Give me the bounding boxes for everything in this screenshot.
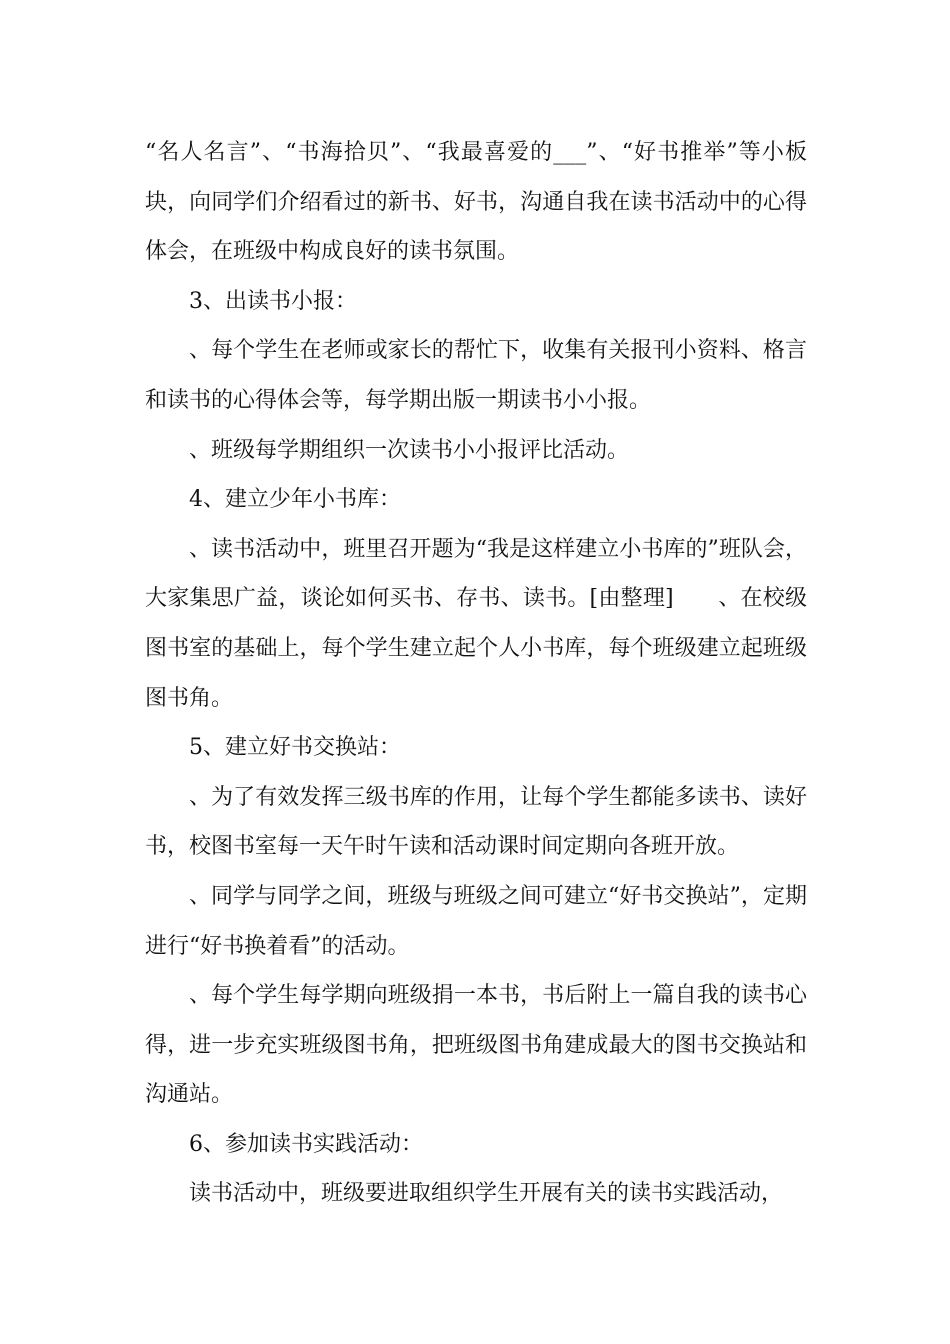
paragraph-intro-continuation: “名人名言”、“书海拾贝”、“我最喜爱的___”、“好书推举”等小板块，向同学们介绍看过的新书、好书，沟通自我在读书活动中的心得体会，在班级中构成良好的读书氛围。 [145, 140, 807, 265]
paragraph-newsletter-contest: 、班级每学期组织一次读书小小报评比活动。 [189, 437, 630, 463]
paragraph-exchange-donate: 、每个学生每学期向班级捐一本书，书后附上一篇自我的读书心得，进一步充实班级图书角，把班级图书角建成最大的图书交换站和沟通站。 [145, 983, 807, 1108]
paragraph-exchange-station: 、同学与同学之间，班级与班级之间可建立“好书交换站”，定期进行“好书换着看”的活动。 [145, 883, 807, 959]
paragraph-library-meeting: 、读书活动中，班里召开题为“我是这样建立小书库的”班队会，大家集思广益，谈论如何买书、存书、读书。[由整理] 、在校级图书室的基础上，每个学生建立起个人小书库，每个班级建立起班级图书角。 [145, 536, 807, 711]
heading-youth-library: 4、建立少年小书库： [189, 487, 401, 513]
paragraph-newsletter-collect: 、每个学生在老师或家长的帮忙下，收集有关报刊小资料、格言和读书的心得体会等，每学期出版一期读书小小报。 [145, 338, 807, 413]
heading-reading-newsletter: 3、出读书小报： [189, 288, 357, 314]
heading-practice-activities: 6、参加读书实践活动： [189, 1131, 423, 1157]
heading-book-exchange: 5、建立好书交换站： [189, 735, 401, 761]
document-body [145, 128, 807, 1219]
paragraph-exchange-library-open: 、为了有效发挥三级书库的作用，让每个学生都能多读书、读好书，校图书室每一天午时午读和活动课时间定期向各班开放。 [145, 784, 807, 860]
paragraph-practice-intro: 读书活动中，班级要进取组织学生开展有关的读书实践活动， [189, 1181, 784, 1207]
